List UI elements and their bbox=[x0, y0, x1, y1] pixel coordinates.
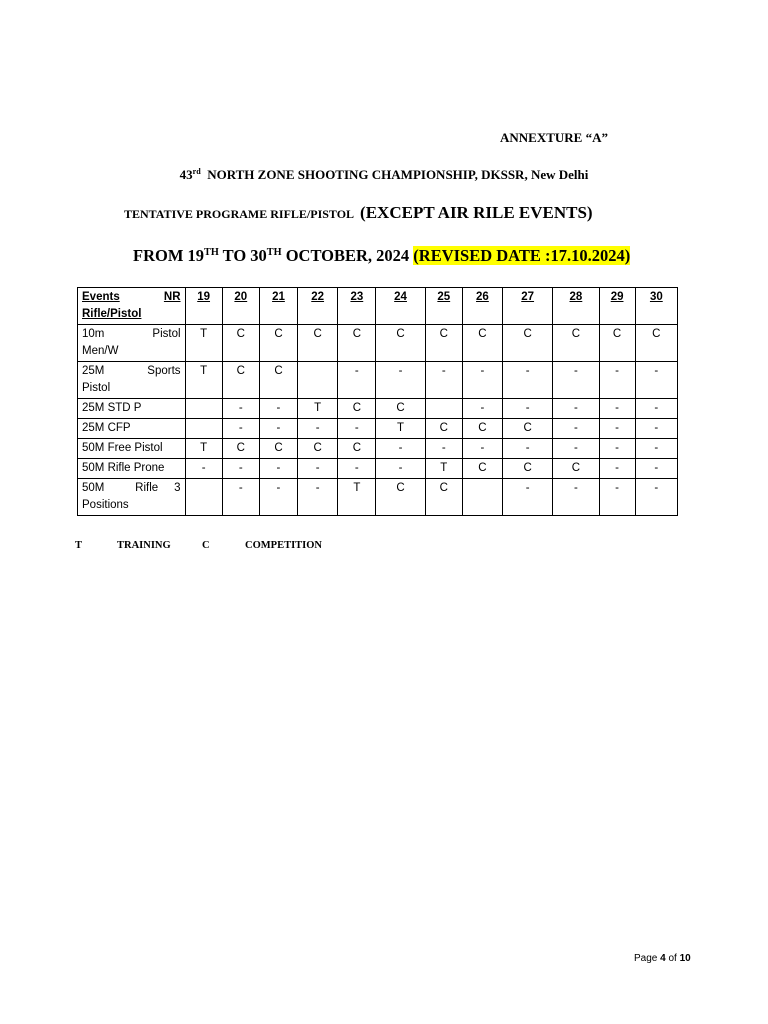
table-cell: - bbox=[599, 479, 635, 516]
header-day: 29 bbox=[599, 288, 635, 325]
table-cell: - bbox=[259, 479, 297, 516]
table-cell: - bbox=[298, 479, 338, 516]
table-cell: - bbox=[338, 362, 376, 399]
table-cell: - bbox=[222, 399, 259, 419]
date-range-heading bbox=[133, 246, 630, 266]
table-cell: - bbox=[553, 399, 599, 419]
legend-t-label: TRAINING bbox=[117, 540, 171, 551]
table-cell: - bbox=[635, 362, 677, 399]
event-name: 50M Rifle Prone bbox=[78, 459, 186, 479]
header-rifle-pistol: Rifle/Pistol bbox=[82, 308, 142, 320]
table-cell: - bbox=[462, 362, 502, 399]
table-cell: T bbox=[185, 362, 222, 399]
table-cell: - bbox=[222, 459, 259, 479]
header-day: 26 bbox=[462, 288, 502, 325]
page-of-word: of bbox=[668, 953, 677, 964]
table-cell: - bbox=[635, 399, 677, 419]
header-nr-label: NR bbox=[163, 291, 181, 303]
table-cell: - bbox=[635, 439, 677, 459]
table-cell: C bbox=[298, 325, 338, 362]
table-cell: C bbox=[338, 439, 376, 459]
table-cell: C bbox=[376, 399, 425, 419]
programme-title: TENTATIVE PROGRAME RIFLE/PISTOL bbox=[124, 207, 355, 221]
table-cell: C bbox=[338, 325, 376, 362]
table-cell bbox=[185, 419, 222, 439]
event-name: 50M Free Pistol bbox=[78, 439, 186, 459]
table-cell: - bbox=[553, 362, 599, 399]
table-cell: C bbox=[503, 459, 553, 479]
table-row bbox=[78, 439, 678, 459]
legend-t-code: T bbox=[75, 540, 83, 551]
date-to-suffix: TH bbox=[266, 246, 282, 258]
table-cell: C bbox=[222, 325, 259, 362]
table-cell: C bbox=[503, 325, 553, 362]
event-name-part: 50M bbox=[82, 482, 105, 494]
event-name-line2: Men/W bbox=[82, 345, 119, 357]
table-cell: C bbox=[599, 325, 635, 362]
event-name-line2: Pistol bbox=[82, 382, 111, 394]
table-cell bbox=[462, 479, 502, 516]
table-cell: - bbox=[298, 419, 338, 439]
table-cell bbox=[425, 399, 462, 419]
championship-title bbox=[0, 167, 768, 183]
table-cell: C bbox=[222, 362, 259, 399]
championship-ordinal-suffix: rd bbox=[192, 167, 201, 177]
programme-exception: (EXCEPT AIR RILE EVENTS) bbox=[360, 203, 593, 222]
event-name-part: Pistol bbox=[152, 328, 181, 340]
header-day: 23 bbox=[338, 288, 376, 325]
table-cell: C bbox=[338, 399, 376, 419]
table-cell: - bbox=[503, 362, 553, 399]
event-name: 25M CFP bbox=[78, 419, 186, 439]
table-cell: - bbox=[376, 439, 425, 459]
header-events-label: Events bbox=[82, 291, 120, 303]
header-day: 19 bbox=[185, 288, 222, 325]
event-name-line2: Positions bbox=[82, 499, 129, 511]
event-name: 25M STD P bbox=[78, 399, 186, 419]
event-name bbox=[78, 479, 186, 516]
date-month-year: OCTOBER, 2024 bbox=[285, 246, 410, 265]
table-cell: - bbox=[222, 419, 259, 439]
table-row bbox=[78, 459, 678, 479]
page-total: 10 bbox=[679, 953, 691, 964]
table-row bbox=[78, 325, 678, 362]
table-cell: T bbox=[185, 439, 222, 459]
table-cell: - bbox=[599, 362, 635, 399]
table-cell: C bbox=[259, 362, 297, 399]
table-cell: - bbox=[635, 459, 677, 479]
date-to: TO 30 bbox=[222, 246, 267, 265]
table-cell: - bbox=[338, 459, 376, 479]
event-name-part: Sports bbox=[147, 365, 181, 377]
table-cell: - bbox=[185, 459, 222, 479]
revised-date-highlight: (REVISED DATE :17.10.2024) bbox=[413, 246, 631, 265]
header-day: 24 bbox=[376, 288, 425, 325]
table-cell: - bbox=[462, 399, 502, 419]
table-cell: C bbox=[259, 325, 297, 362]
header-day: 30 bbox=[635, 288, 677, 325]
table-cell: C bbox=[425, 479, 462, 516]
table-cell: C bbox=[376, 479, 425, 516]
table-cell: - bbox=[599, 419, 635, 439]
header-day: 20 bbox=[222, 288, 259, 325]
table-cell: C bbox=[462, 459, 502, 479]
table-cell: C bbox=[425, 325, 462, 362]
table-cell: - bbox=[222, 479, 259, 516]
legend-c-label: COMPETITION bbox=[245, 540, 323, 551]
table-cell: - bbox=[425, 362, 462, 399]
table-cell: - bbox=[599, 459, 635, 479]
championship-ordinal: 43 bbox=[179, 167, 193, 182]
table-cell: - bbox=[599, 399, 635, 419]
table-cell: - bbox=[553, 439, 599, 459]
event-name bbox=[78, 362, 186, 399]
table-cell: - bbox=[376, 459, 425, 479]
header-day: 27 bbox=[503, 288, 553, 325]
table-cell: C bbox=[553, 459, 599, 479]
page-current: 4 bbox=[660, 953, 666, 964]
table-cell: - bbox=[635, 419, 677, 439]
table-cell: - bbox=[503, 479, 553, 516]
table-cell bbox=[298, 362, 338, 399]
table-cell: - bbox=[259, 419, 297, 439]
page-number bbox=[634, 953, 691, 964]
table-cell: - bbox=[599, 439, 635, 459]
table-cell: C bbox=[462, 325, 502, 362]
table-cell: - bbox=[376, 362, 425, 399]
date-from-suffix: TH bbox=[204, 246, 219, 258]
table-row bbox=[78, 399, 678, 419]
table-row bbox=[78, 419, 678, 439]
championship-name: NORTH ZONE SHOOTING CHAMPIONSHIP, DKSSR, New Delhi bbox=[207, 167, 589, 182]
header-events bbox=[78, 288, 186, 325]
event-name bbox=[78, 325, 186, 362]
programme-heading bbox=[124, 203, 593, 223]
table-cell: - bbox=[553, 479, 599, 516]
header-day: 25 bbox=[425, 288, 462, 325]
table-cell: T bbox=[376, 419, 425, 439]
table-cell: - bbox=[259, 399, 297, 419]
table-cell: - bbox=[462, 439, 502, 459]
header-day: 22 bbox=[298, 288, 338, 325]
table-cell: C bbox=[425, 419, 462, 439]
schedule-table bbox=[77, 287, 678, 516]
table-cell bbox=[185, 479, 222, 516]
table-cell: T bbox=[338, 479, 376, 516]
table-cell: C bbox=[222, 439, 259, 459]
table-cell: C bbox=[376, 325, 425, 362]
table-cell: - bbox=[635, 479, 677, 516]
table-cell: - bbox=[298, 459, 338, 479]
table-cell: C bbox=[298, 439, 338, 459]
date-from: FROM 19 bbox=[133, 246, 205, 265]
annexure-heading: ANNEXTURE “A” bbox=[500, 130, 608, 145]
event-name-part: 25M bbox=[82, 365, 105, 377]
table-cell: T bbox=[425, 459, 462, 479]
table-header-row bbox=[78, 288, 678, 325]
table-cell: - bbox=[553, 419, 599, 439]
header-day: 28 bbox=[553, 288, 599, 325]
table-cell: C bbox=[503, 419, 553, 439]
table-cell: - bbox=[338, 419, 376, 439]
table-cell: - bbox=[503, 439, 553, 459]
table-row bbox=[78, 362, 678, 399]
table-row bbox=[78, 479, 678, 516]
table-cell: T bbox=[185, 325, 222, 362]
table-cell: C bbox=[635, 325, 677, 362]
header-day: 21 bbox=[259, 288, 297, 325]
table-cell: T bbox=[298, 399, 338, 419]
table-cell: C bbox=[553, 325, 599, 362]
table-cell: C bbox=[462, 419, 502, 439]
table-cell: - bbox=[259, 459, 297, 479]
table-cell: C bbox=[259, 439, 297, 459]
table-cell bbox=[185, 399, 222, 419]
legend-c-code: C bbox=[202, 540, 210, 551]
table-cell: - bbox=[425, 439, 462, 459]
table-cell: - bbox=[503, 399, 553, 419]
event-name-part: Rifle 3 bbox=[135, 482, 181, 494]
event-name-part: 10m bbox=[82, 328, 105, 340]
page-word: Page bbox=[634, 953, 658, 964]
